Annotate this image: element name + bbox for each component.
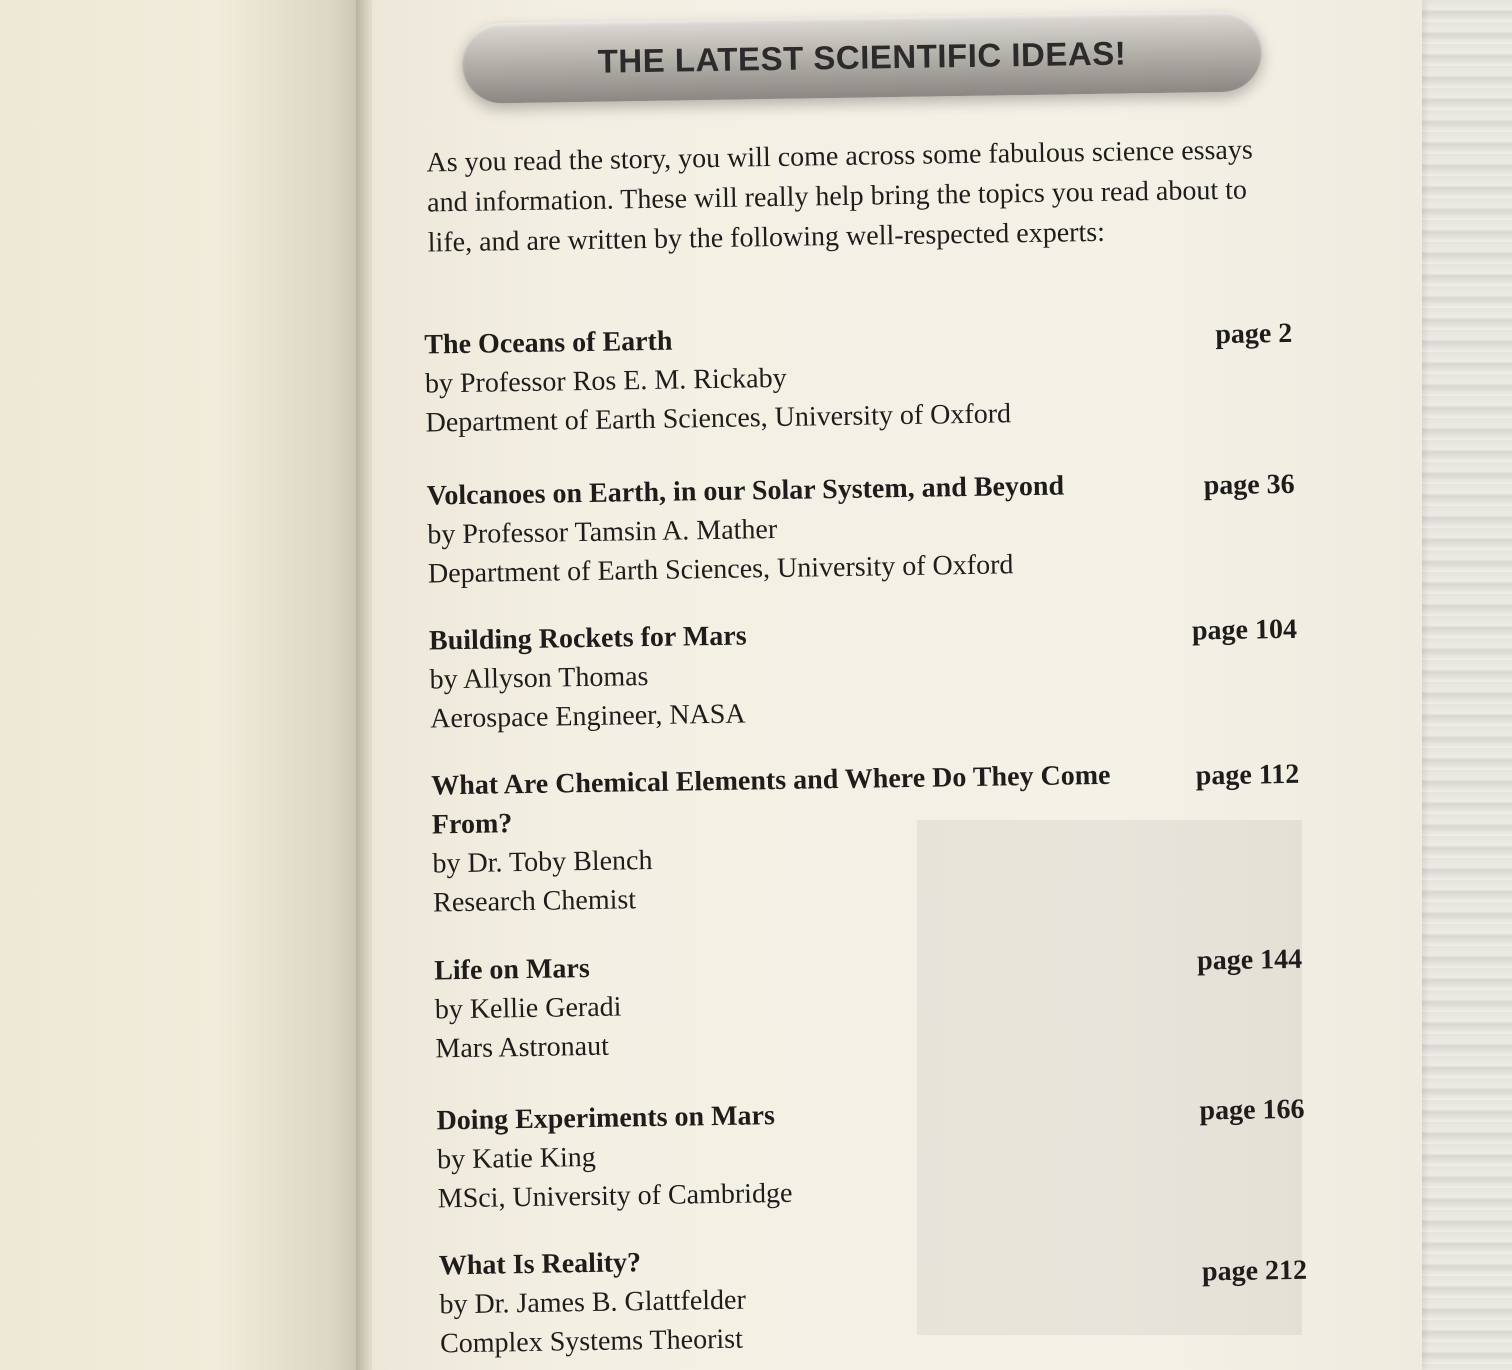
essay-entry [436,1088,1318,1219]
essay-affiliation: Aerospace Engineer, NASA [430,698,746,735]
essay-title: What Is Reality? [438,1247,642,1282]
essay-page-number: page 144 [1196,943,1303,977]
essay-author: by Kellie Geradi [434,991,622,1026]
essay-author: by Dr. Toby Blench [432,844,653,880]
essay-title: What Are Chemical Elements and Where Do They Come From? [431,759,1111,841]
essay-author: by Dr. James B. Glattfelder [439,1284,747,1321]
essay-page-number: page 166 [1199,1093,1305,1127]
essay-affiliation: MSci, University of Cambridge [437,1177,793,1215]
essay-entry [439,1233,1321,1364]
essay-title: The Oceans of Earth [424,325,673,361]
essay-author: by Katie King [436,1141,597,1176]
right-page [372,0,1422,1370]
essay-page-number: page 36 [1203,468,1295,502]
essay-affiliation: Research Chemist [432,884,637,919]
wooden-surface [1418,0,1512,1370]
essay-affiliation: Department of Earth Sciences, University of Oxford [425,398,1012,439]
essay-affiliation: Mars Astronaut [435,1030,610,1065]
essay-author: by Allyson Thomas [429,661,649,696]
essay-page-number: page 104 [1191,613,1298,647]
page-content [372,0,1422,1370]
essay-page-number: page 2 [1215,317,1293,351]
essay-affiliation: Complex Systems Theorist [439,1323,744,1360]
heading-banner [461,11,1262,104]
essay-page-number: page 212 [1201,1254,1308,1288]
essay-title: Volcanoes on Earth, in our Solar System, and Beyond [426,470,1065,512]
essay-page-number: page 112 [1195,758,1300,792]
essay-title: Doing Experiments on Mars [436,1100,776,1137]
essay-entry [429,608,1311,739]
essay-author: by Professor Tamsin A. Mather [427,513,778,551]
essay-entry [434,938,1316,1069]
essay-entry [426,463,1308,594]
essay-title: Building Rockets for Mars [428,620,747,657]
essay-affiliation: Department of Earth Sciences, University of Oxford [427,549,1014,590]
essay-title: Life on Mars [433,952,590,987]
page-title: THE LATEST SCIENTIFIC IDEAS! [597,34,1127,80]
essay-entry [431,753,1313,923]
essay-entry [424,312,1306,443]
essay-author: by Professor Ros E. M. Rickaby [424,362,787,400]
intro-paragraph: As you read the story, you will come across some fabulous science essays and information. These will really help bring the topics you read about to life, and are written by the following well-respected experts: [426,134,1253,259]
left-page [0,0,362,1370]
